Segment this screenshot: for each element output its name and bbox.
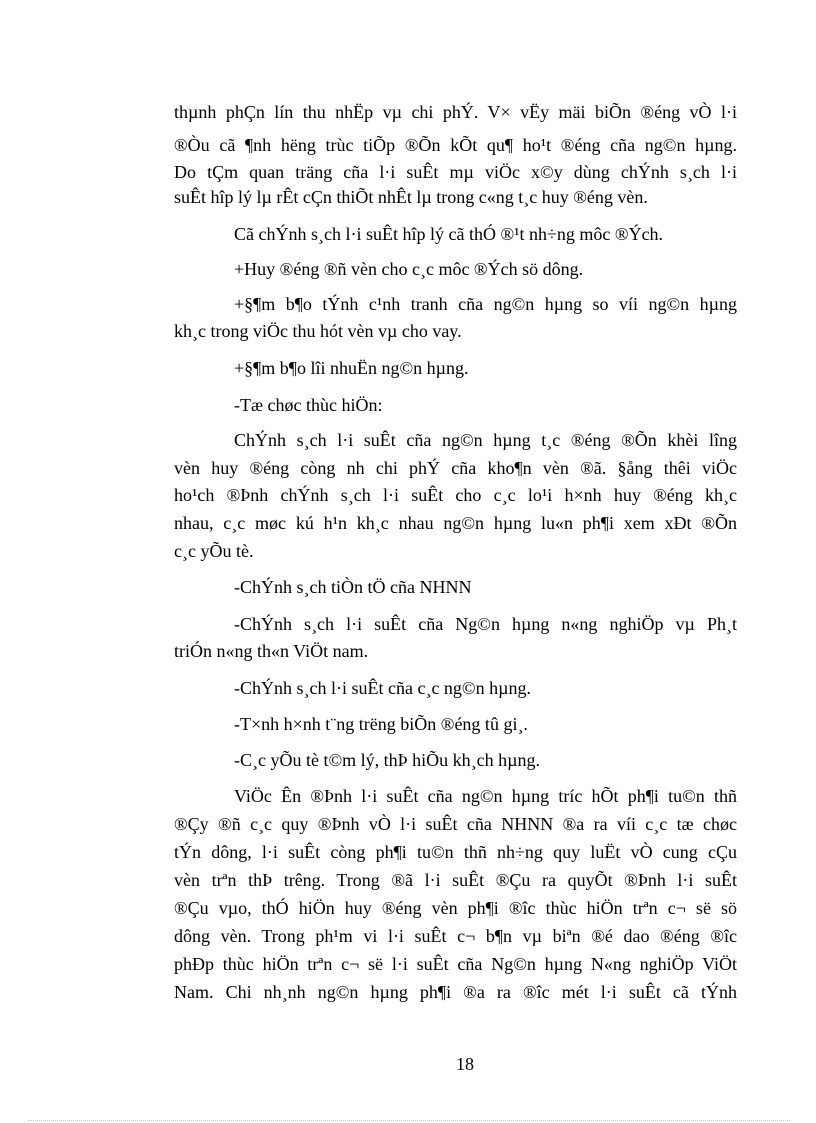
page-bottom-divider bbox=[28, 1120, 790, 1121]
text-line: ho¹ch ®Þnh chÝnh s¸ch l·i suÊt cho c¸c lo¹i h×nh huy ®éng kh¸c bbox=[174, 485, 737, 505]
text-line: nhau, c¸c møc kú h¹n kh¸c nhau ng©n hµng lu«n ph¶i xem xÐt ®Õn bbox=[174, 513, 737, 533]
text-line: -C¸c yÕu tè t©m lý, thÞ hiÕu kh¸ch hµng. bbox=[234, 750, 541, 770]
text-line: ®Çu vµo, thÓ hiÖn huy ®éng vèn ph¶i ®îc thùc hiÖn trªn c¬ së sö bbox=[174, 898, 737, 918]
text-line: phÐp thùc hiÖn trªn c¬ së l·i suÊt cña Ng©n hµng N«ng nghiÖp ViÖt bbox=[174, 954, 737, 974]
text-line: dông vèn. Trong ph¹m vi l·i suÊt c¬ b¶n vµ biªn ®é dao ®éng ®îc bbox=[174, 926, 737, 946]
text-line: +§¶m b¶o tÝnh c¹nh tranh cña ng©n hµng so víi ng©n hµng bbox=[234, 294, 737, 314]
text-line: triÓn n«ng th«n ViÖt nam. bbox=[174, 641, 369, 661]
text-line: +§¶m b¶o lîi nhuËn ng©n hµng. bbox=[234, 358, 469, 378]
page-number: 18 bbox=[456, 1054, 474, 1074]
text-line: ®Òu cã ¶nh hëng trùc tiÕp ®Õn kÕt qu¶ ho¹t ®éng cña ng©n hµng. bbox=[174, 135, 737, 155]
text-line: c¸c yÕu tè. bbox=[174, 541, 254, 561]
text-line: vèn huy ®éng còng nh chi phÝ cña kho¶n vèn ®ã. §ång thêi viÖc bbox=[174, 458, 737, 478]
text-line: kh¸c trong viÖc thu hót vèn vµ cho vay. bbox=[174, 321, 462, 341]
text-line: thµnh phÇn lín thu nhËp vµ chi phÝ. V× vËy mäi biÕn ®éng vÒ l·i bbox=[174, 102, 737, 122]
text-line: -Tæ chøc thùc hiÖn: bbox=[234, 395, 383, 415]
text-line: -ChÝnh s¸ch l·i suÊt cña Ng©n hµng n«ng nghiÖp vµ Ph¸t bbox=[234, 614, 737, 634]
text-line: -ChÝnh s¸ch l·i suÊt cña c¸c ng©n hµng. bbox=[234, 678, 531, 698]
text-line: Do tÇm quan träng cña l·i suÊt mµ viÖc x©y dùng chÝnh s¸ch l·i bbox=[174, 162, 737, 182]
text-line: +Huy ®éng ®ñ vèn cho c¸c môc ®Ých sö dông. bbox=[234, 259, 584, 279]
text-line: ChÝnh s¸ch l·i suÊt cña ng©n hµng t¸c ®éng ®Õn khèi lîng bbox=[234, 430, 737, 450]
text-line: vèn trªn thÞ trêng. Trong ®ã l·i suÊt ®Çu ra quyÕt ®Þnh l·i suÊt bbox=[174, 870, 737, 890]
text-line: ViÖc Ên ®Þnh l·i suÊt cña ng©n hµng tríc hÕt ph¶i tu©n thñ bbox=[234, 786, 737, 806]
text-line: -T×nh h×nh t¨ng trëng biÕn ®éng tû gi¸. bbox=[234, 714, 528, 734]
text-line: Cã chÝnh s¸ch l·i suÊt hîp lý cã thÓ ®¹t nh÷ng môc ®Ých. bbox=[234, 224, 664, 244]
text-line: ®Çy ®ñ c¸c quy ®Þnh vÒ l·i suÊt cña NHNN ®a ra víi c¸c tæ chøc bbox=[174, 814, 737, 834]
text-line: Nam. Chi nh¸nh ng©n hµng ph¶i ®a ra ®îc mét l·i suÊt cã tÝnh bbox=[174, 982, 737, 1002]
text-line: tÝn dông, l·i suÊt còng ph¶i tu©n thñ nh÷ng quy luËt vÒ cung cÇu bbox=[174, 842, 737, 862]
text-line: -ChÝnh s¸ch tiÒn tÖ cña NHNN bbox=[234, 577, 472, 597]
text-line: suÊt hîp lý lµ rÊt cÇn thiÕt nhÊt lµ trong c«ng t¸c huy ®éng vèn. bbox=[174, 187, 648, 207]
